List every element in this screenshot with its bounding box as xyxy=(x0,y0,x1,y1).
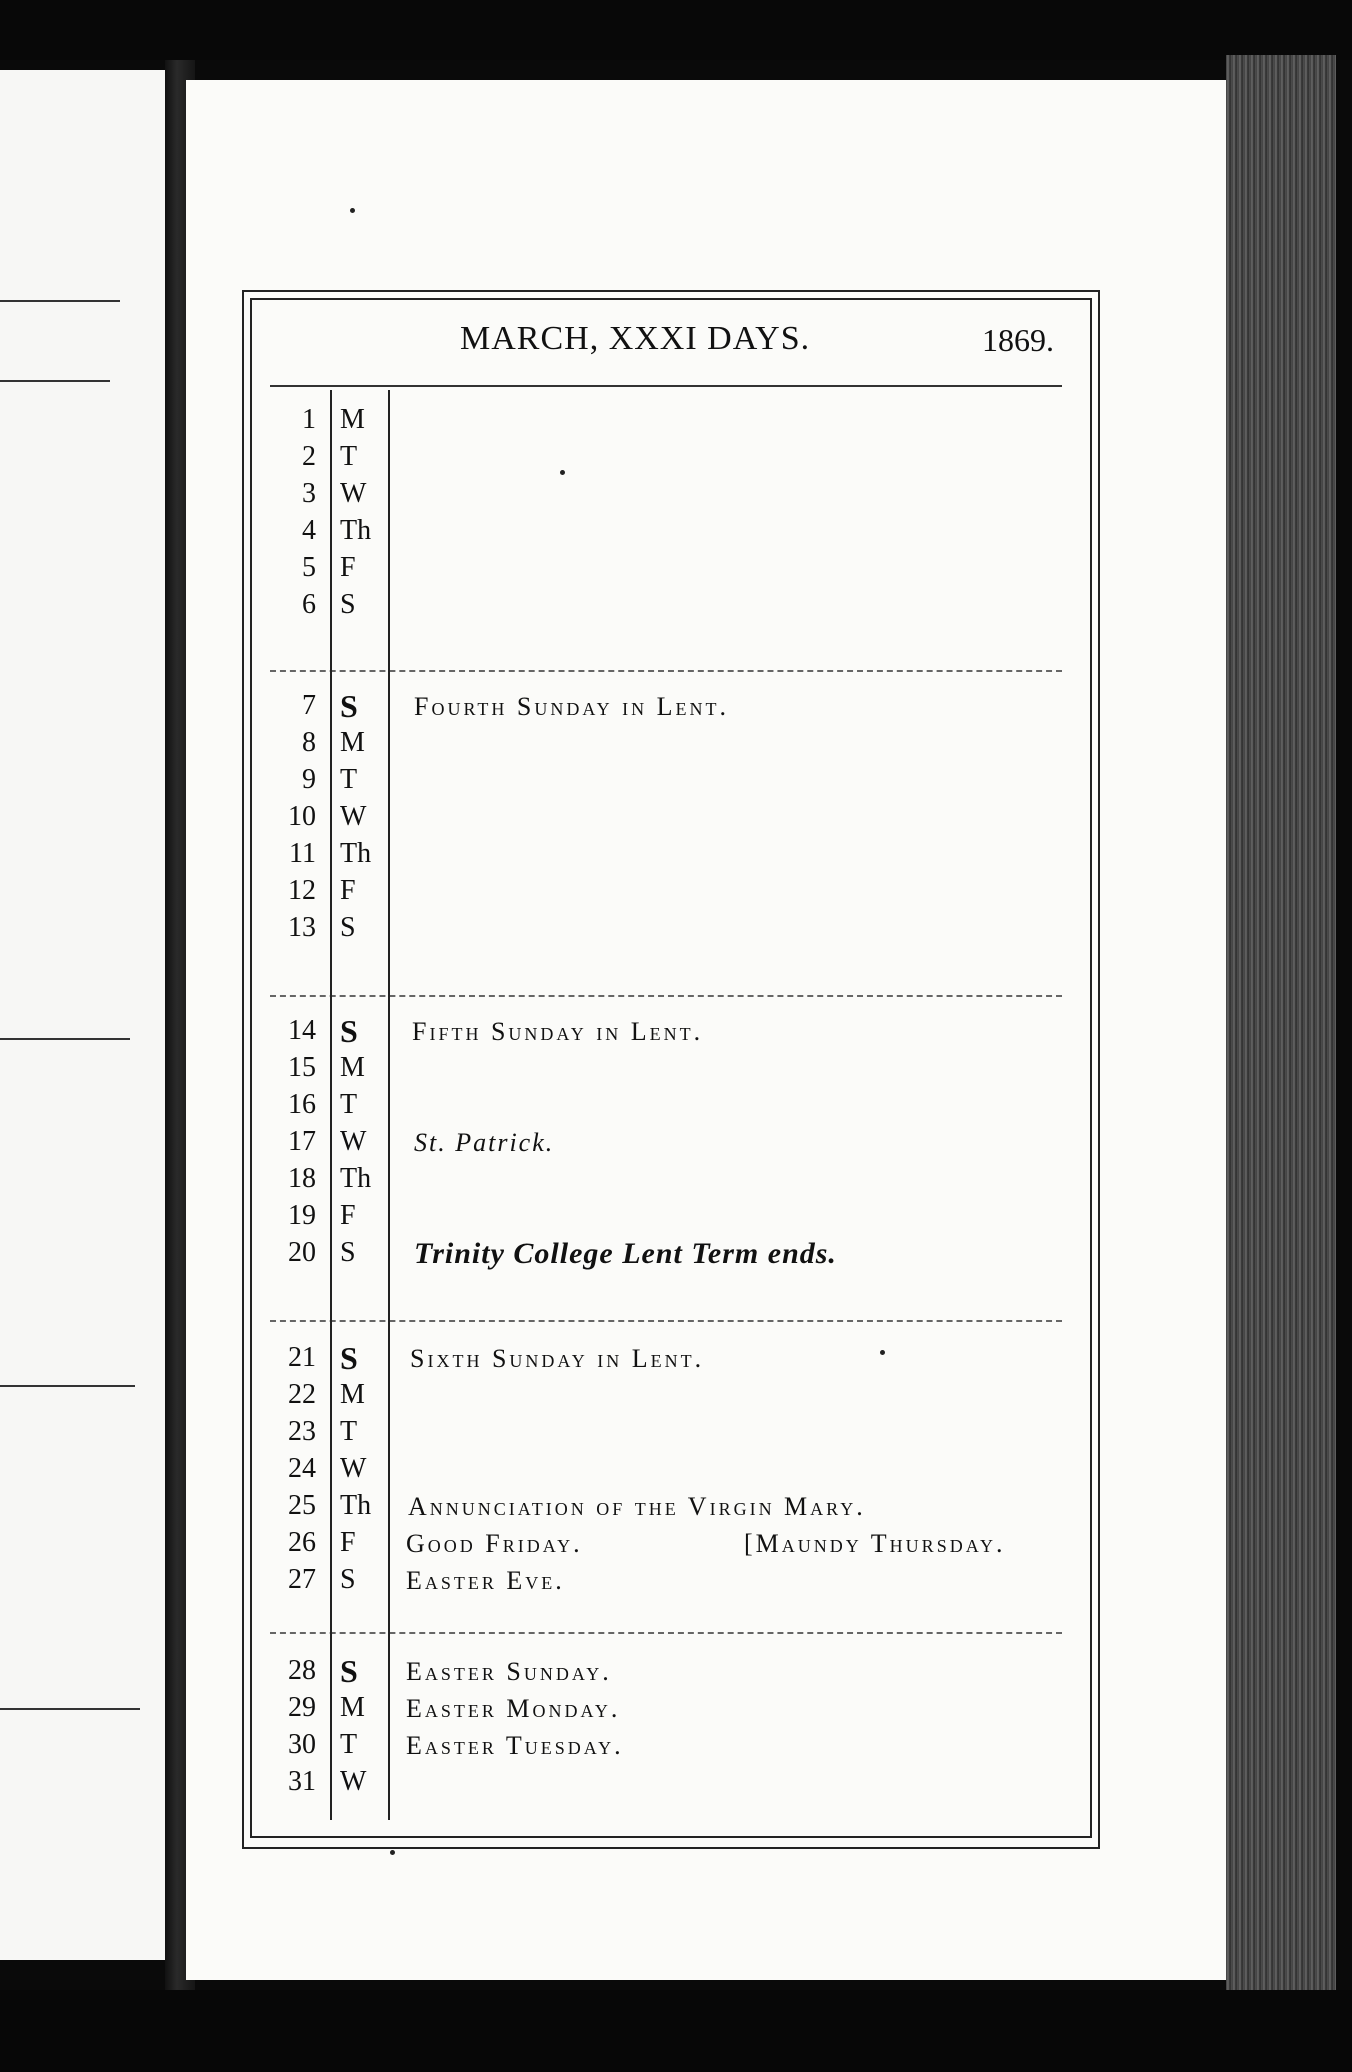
day-number: 19 xyxy=(288,1200,316,1231)
weekday-letter: Th xyxy=(340,838,372,869)
weekday-letter: T xyxy=(340,441,358,472)
weekday-letter: F xyxy=(340,875,356,906)
weekday-letter: M xyxy=(340,1692,365,1723)
column-divider-right xyxy=(388,390,390,1820)
event-fifth-sunday-lent: Fifth Sunday in Lent. xyxy=(412,1017,704,1046)
day-number: 5 xyxy=(302,552,316,583)
weekday-letter: M xyxy=(340,727,365,758)
day-number: 23 xyxy=(288,1416,316,1447)
day-number: 25 xyxy=(288,1490,316,1521)
event-trinity-term-ends: Trinity College Lent Term ends. xyxy=(414,1237,837,1270)
day-number: 14 xyxy=(288,1015,316,1046)
day-number: 8 xyxy=(302,727,316,758)
scan-speck xyxy=(880,1350,885,1355)
day-number: 20 xyxy=(288,1237,316,1268)
page-year: 1869. xyxy=(982,322,1054,358)
day-number: 16 xyxy=(288,1089,316,1120)
event-annunciation: Annunciation of the Virgin Mary. xyxy=(408,1492,866,1521)
facing-page-rule xyxy=(0,300,120,302)
weekday-letter: W xyxy=(340,478,367,509)
weekday-letter: T xyxy=(340,1089,358,1120)
event-st-patrick: St. Patrick. xyxy=(414,1128,555,1157)
weekday-letter: S xyxy=(340,1237,356,1268)
day-number: 18 xyxy=(288,1163,316,1194)
day-number: 28 xyxy=(288,1655,316,1686)
facing-page-rule xyxy=(0,380,110,382)
scan-speck xyxy=(390,1850,395,1855)
day-number: 13 xyxy=(288,912,316,943)
scan-speck xyxy=(350,208,355,213)
weekday-letter: T xyxy=(340,764,358,795)
weekday-letter: S xyxy=(340,589,356,620)
weekday-letter: S xyxy=(340,1564,356,1595)
day-number: 2 xyxy=(302,441,316,472)
facing-page-rule xyxy=(0,1708,140,1710)
weekday-letter: M xyxy=(340,1379,365,1410)
book-page-edges xyxy=(1226,55,1336,2015)
weekday-letter: Th xyxy=(340,1163,372,1194)
event-maundy-thursday: [Maundy Thursday. xyxy=(744,1529,1006,1558)
day-number: 15 xyxy=(288,1052,316,1083)
day-number: 29 xyxy=(288,1692,316,1723)
weekday-letter: W xyxy=(340,1126,367,1157)
page-title: MARCH, XXXI DAYS. xyxy=(460,320,811,357)
weekday-letter: F xyxy=(340,552,356,583)
calendar-frame-inner xyxy=(250,298,1092,1838)
day-number: 3 xyxy=(302,478,316,509)
day-number: 24 xyxy=(288,1453,316,1484)
day-number: 6 xyxy=(302,589,316,620)
scan-speck xyxy=(560,470,565,475)
facing-page-left xyxy=(0,70,165,1960)
scan-background-bottom xyxy=(0,1990,1352,2072)
day-number: 4 xyxy=(302,515,316,546)
event-easter-eve: Easter Eve. xyxy=(406,1566,565,1595)
weekday-letter: T xyxy=(340,1729,358,1760)
day-number: 21 xyxy=(288,1342,316,1373)
day-number: 17 xyxy=(288,1126,316,1157)
day-number: 10 xyxy=(288,801,316,832)
weekday-letter: Th xyxy=(340,515,372,546)
weekday-letter-sunday: S xyxy=(340,1653,358,1689)
day-number: 11 xyxy=(289,838,316,869)
scan-background-top xyxy=(0,0,1352,60)
event-sixth-sunday-lent: Sixth Sunday in Lent. xyxy=(410,1344,705,1373)
weekday-letter: T xyxy=(340,1416,358,1447)
weekday-letter-sunday: S xyxy=(340,1013,358,1049)
header-rule xyxy=(270,385,1062,387)
event-easter-tuesday: Easter Tuesday. xyxy=(406,1731,624,1760)
column-divider-left xyxy=(330,390,332,1820)
day-number: 7 xyxy=(302,690,316,721)
weekday-letter: W xyxy=(340,1766,367,1797)
weekday-letter: M xyxy=(340,404,365,435)
weekday-letter-sunday: S xyxy=(340,688,358,724)
weekday-letter: W xyxy=(340,1453,367,1484)
day-number: 22 xyxy=(288,1379,316,1410)
weekday-letter: M xyxy=(340,1052,365,1083)
day-number: 31 xyxy=(288,1766,316,1797)
day-number: 12 xyxy=(288,875,316,906)
day-number: 9 xyxy=(302,764,316,795)
weekday-letter: Th xyxy=(340,1490,372,1521)
weekday-letter: W xyxy=(340,801,367,832)
facing-page-rule xyxy=(0,1038,130,1040)
event-good-friday: Good Friday. xyxy=(406,1529,583,1558)
day-number: 27 xyxy=(288,1564,316,1595)
weekday-letter: F xyxy=(340,1200,356,1231)
event-easter-monday: Easter Monday. xyxy=(406,1694,621,1723)
weekday-letter: S xyxy=(340,912,356,943)
event-easter-sunday: Easter Sunday. xyxy=(406,1657,612,1686)
day-number: 26 xyxy=(288,1527,316,1558)
day-number: 1 xyxy=(302,404,316,435)
facing-page-rule xyxy=(0,1385,135,1387)
weekday-letter: F xyxy=(340,1527,356,1558)
event-fourth-sunday-lent: Fourth Sunday in Lent. xyxy=(414,692,730,721)
day-number: 30 xyxy=(288,1729,316,1760)
weekday-letter-sunday: S xyxy=(340,1340,358,1376)
